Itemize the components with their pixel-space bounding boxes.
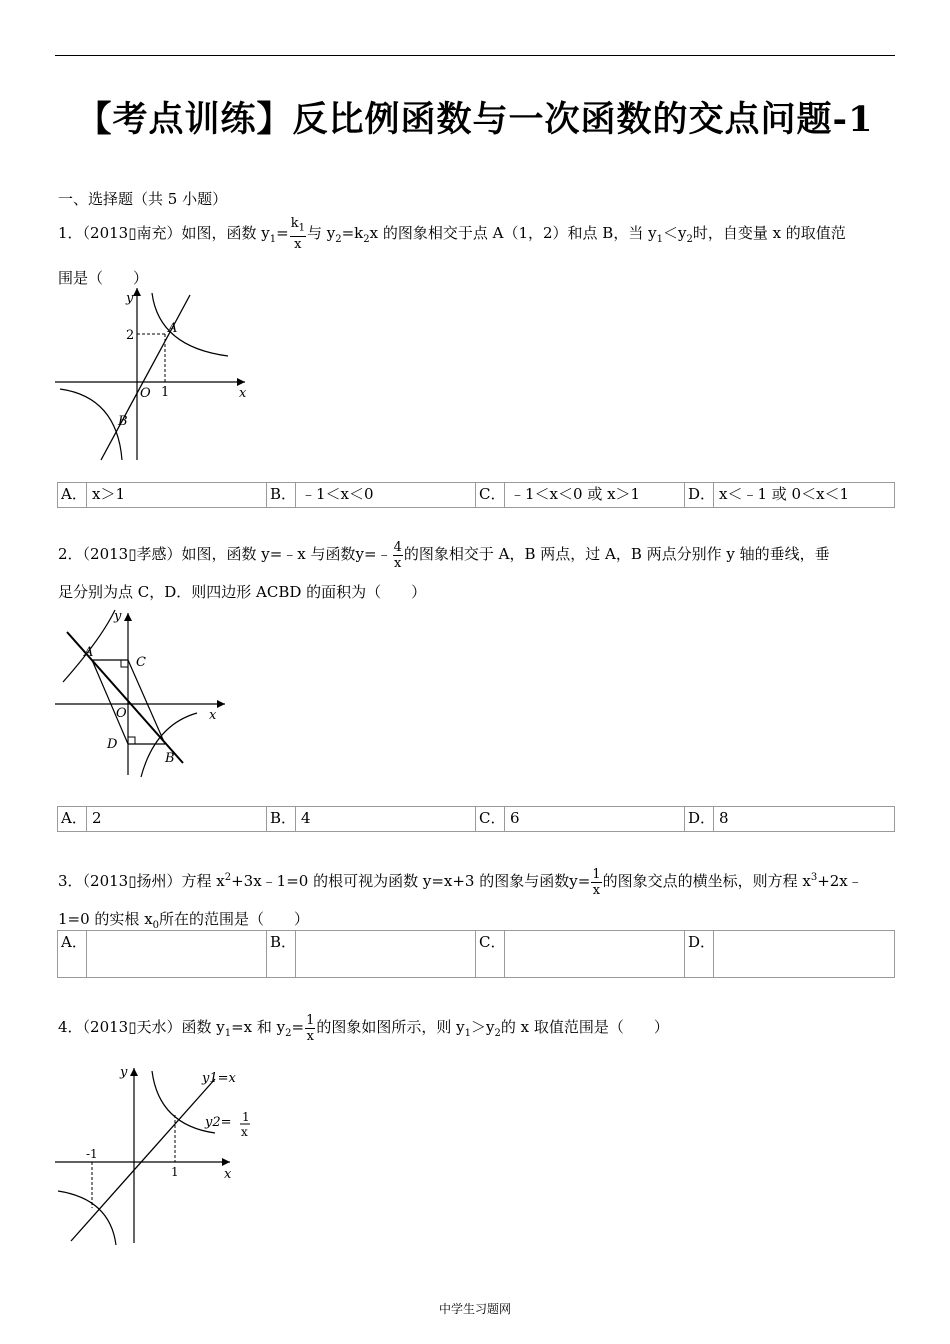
- tick-1: 1: [171, 1165, 179, 1179]
- top-rule: [55, 55, 895, 56]
- q2-options: [57, 806, 895, 832]
- box-glyph: ▯: [128, 545, 137, 563]
- q2-option-d[interactable]: D． 8: [685, 807, 894, 831]
- q1-option-d[interactable]: D． x＜﹣1 或 0＜x＜1: [685, 483, 894, 507]
- q2-option-a[interactable]: A． 2: [58, 807, 267, 831]
- label-O: O: [116, 706, 127, 721]
- tick-2: 2: [126, 328, 135, 343]
- label-y2: y2=: [205, 1115, 232, 1130]
- tick-neg1: -1: [86, 1147, 98, 1161]
- label-y2-den: x: [241, 1125, 248, 1139]
- footer-site-name: 中学生习题网: [438, 1302, 511, 1316]
- fraction-1-over-x: $\frac{1}{x}$: [592, 866, 601, 898]
- label-y: y: [120, 1065, 128, 1080]
- question-1: 1．（2013▯南充）如图，函数 $y_1=$ $\frac{k_1}{x}$ 与 $y_2=k_2x$ 的图象相交于点 A（1，2）和点 B，当 $y_1<y_2$时，自变量 x 的取值范 围是（ ）: [58, 216, 846, 287]
- label-B: B: [165, 751, 175, 766]
- box-glyph: ▯: [128, 872, 137, 890]
- q3-option-d[interactable]: D．: [685, 931, 894, 977]
- q2-option-b[interactable]: B． 4: [267, 807, 476, 831]
- section-heading: 一、选择题（共 5 小题）: [58, 190, 228, 208]
- tick-1: 1: [161, 385, 170, 400]
- q1-option-b[interactable]: B． ﹣1＜x＜0: [267, 483, 476, 507]
- q3-options: [57, 930, 895, 978]
- fraction-k1-over-x: $\frac{k_1}{x}$: [290, 216, 305, 252]
- question-3: 3．（2013▯扬州）方程 $x^2+3x﹣1=0$ 的根可视为函数 y=x+3 的图象与函数y= $\frac{1}{x}$ 的图象交点的横坐标，则方程 $x^3+2x﹣$ 1=0 的实根 $x_0$所在的范围是（ ）: [58, 866, 863, 931]
- label-C: C: [136, 655, 146, 670]
- fraction-4-over-x: $\frac{4}{x}$: [393, 539, 402, 571]
- label-A: A: [84, 645, 94, 660]
- figure-q2: [55, 605, 235, 780]
- q1-options: [57, 482, 895, 508]
- q1-option-a[interactable]: A． x＞1: [58, 483, 267, 507]
- label-D: D: [107, 737, 118, 752]
- label-y: y: [114, 609, 122, 624]
- label-y: y: [126, 291, 134, 306]
- box-glyph: ▯: [128, 224, 137, 242]
- box-glyph: ▯: [128, 1018, 137, 1036]
- q3-option-a[interactable]: A．: [58, 931, 267, 977]
- label-A: A: [168, 321, 178, 336]
- label-B: B: [118, 414, 128, 429]
- question-4: 4．（2013▯天水）函数 $y_1=x$ 和 $y_2=$ $\frac{1}{x}$ 的图象如图所示，则 $y_1>y_2$的 x 取值范围是（ ）: [58, 1012, 669, 1044]
- label-x: x: [239, 386, 247, 401]
- label-x: x: [224, 1167, 232, 1182]
- fraction-1-over-x: $\frac{1}{x}$: [306, 1012, 315, 1044]
- label-O: O: [140, 386, 151, 401]
- label-y2-num: 1: [242, 1110, 250, 1124]
- page-title: 【考点训练】反比例函数与一次函数的交点问题-1: [76, 99, 874, 140]
- q3-option-c[interactable]: C．: [476, 931, 685, 977]
- label-y1: y1=x: [202, 1071, 236, 1086]
- q3-option-b[interactable]: B．: [267, 931, 476, 977]
- question-2: 2．（2013▯孝感）如图，函数 y=﹣x 与函数y=﹣ $\frac{4}{x}$ 的图象相交于 A，B 两点，过 A，B 两点分别作 y 轴的垂线，垂 足分别为点 C，D．则四边形 ACBD 的面积为（ ）: [58, 539, 830, 601]
- q2-option-c[interactable]: C． 6: [476, 807, 685, 831]
- figure-q1: [55, 285, 255, 465]
- q1-option-c[interactable]: C． ﹣1＜x＜0 或 x＞1: [476, 483, 685, 507]
- figure-q4: [55, 1063, 255, 1248]
- label-x: x: [209, 708, 217, 723]
